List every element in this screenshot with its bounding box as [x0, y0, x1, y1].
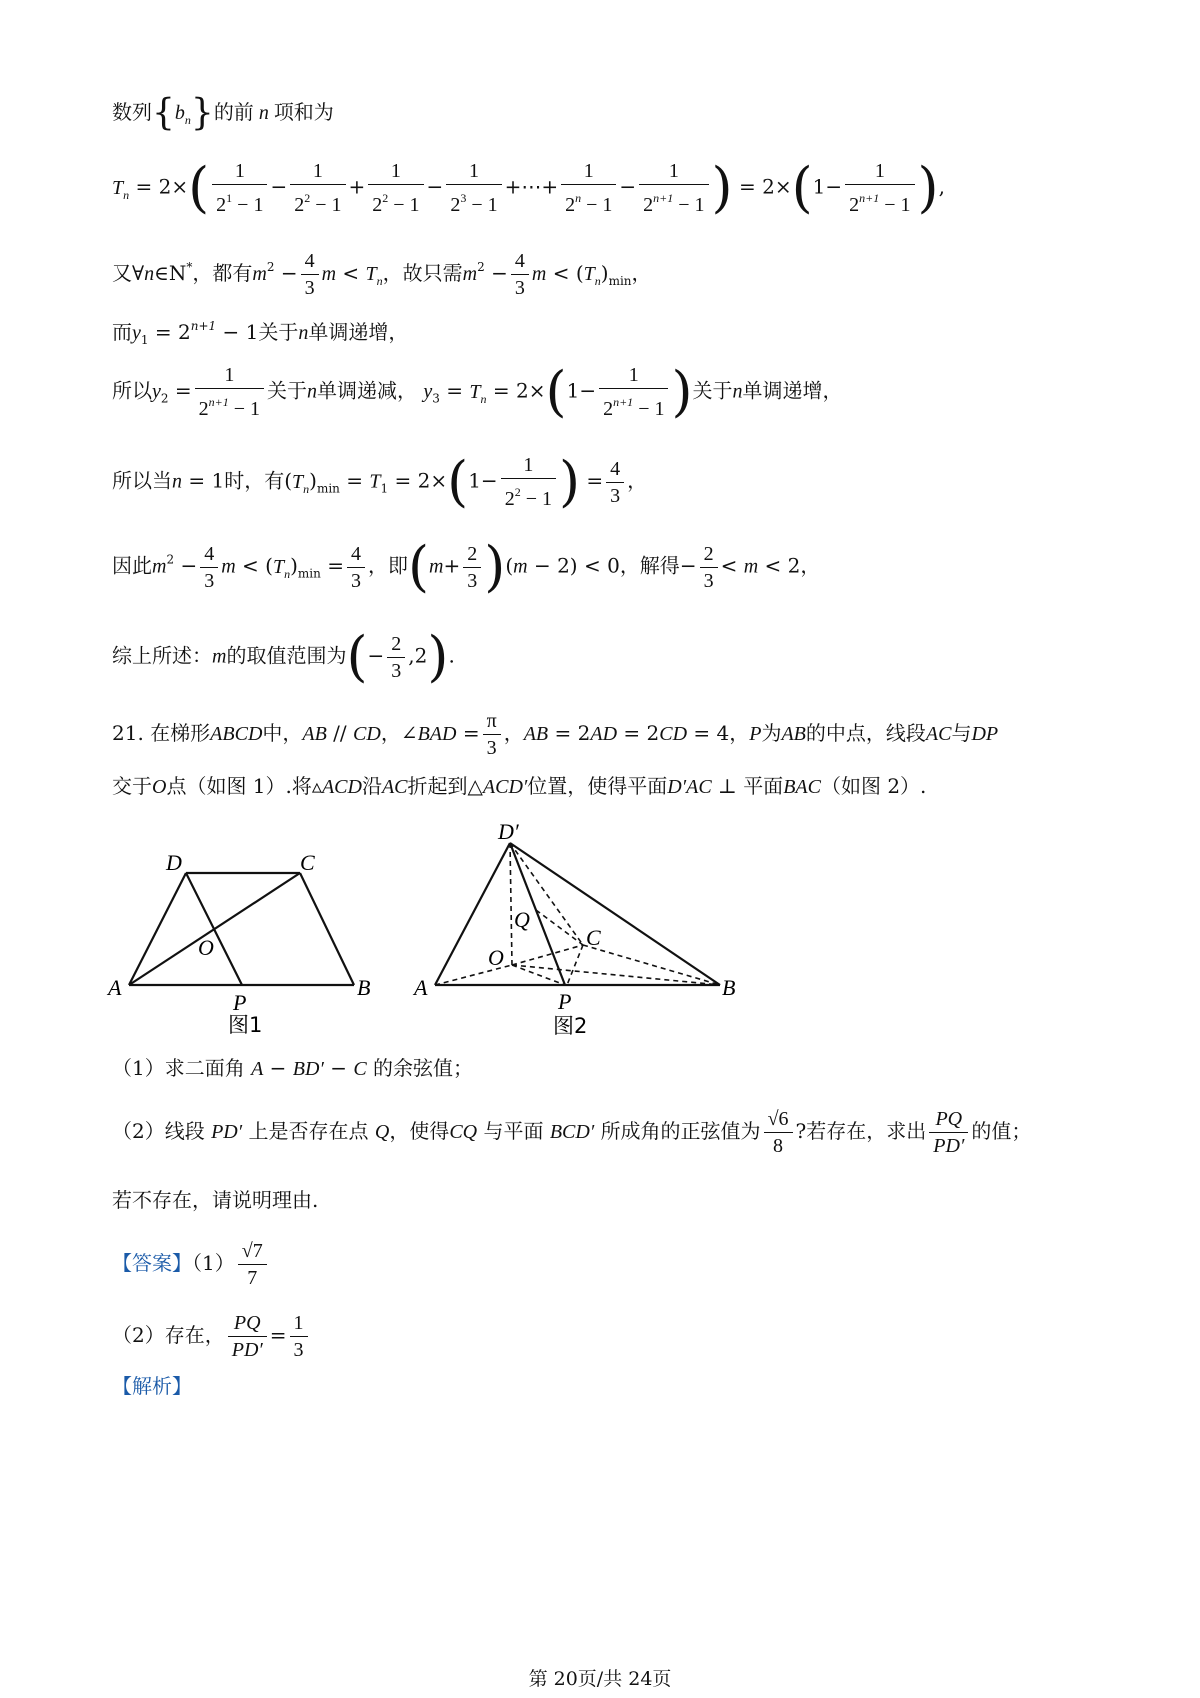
- answer-part-1: 【答案】（1） $\frac{√7}{7}$: [112, 1238, 1120, 1298]
- problem-number: 21.: [112, 721, 144, 745]
- text: ，即: [367, 553, 408, 578]
- text: （1）求二面角: [112, 1056, 245, 1080]
- text: ，: [380, 721, 401, 745]
- text: 与: [951, 721, 972, 745]
- figure-1-trapezoid: [100, 840, 400, 1040]
- question-2: （2）线段 PD′ 上是否存在点 Q，使得CQ 与平面 BCD′ 所成角的正弦值为 $\frac{√6}{8}$ ?若存在，求出 $\frac{PQ}{PD'}$ 的值；: [112, 1108, 1032, 1157]
- label-O: O: [488, 945, 504, 970]
- label-A: A: [108, 975, 122, 1000]
- text: 的中点，线段: [805, 721, 926, 745]
- answer-part-2: （2）存在， $\frac{PQ}{PD'}$ = $\frac{1}{3}$: [112, 1310, 1120, 1370]
- text: 单调递增，: [308, 320, 409, 344]
- monotonic-line: 所以$y_2$ = $\frac{1}{2^{n+1} - 1}$ 关于n单调递减， $y_3 = T_n = 2\times(1-$ $\frac{1}{2^{n+1} - 1}$ )关于n单调递增，: [112, 360, 843, 423]
- text: 因此: [112, 553, 152, 578]
- text: ，: [800, 553, 821, 578]
- text: ，解得: [619, 553, 680, 578]
- text: （1）: [192, 1251, 235, 1275]
- text: 数列: [112, 100, 152, 124]
- text: 位置，使得平面: [527, 774, 668, 798]
- text: 的值；: [971, 1119, 1032, 1143]
- label-D: D: [166, 850, 182, 875]
- text: 关于: [267, 378, 308, 403]
- label-P: P: [233, 990, 247, 1015]
- figure-2-caption: 图2: [553, 1014, 588, 1038]
- text: 的取值范围为: [226, 643, 347, 668]
- label-D-prime: D′: [498, 819, 519, 844]
- condition-line: 又∀n∈N*，都有$m^2$ − $\frac{4}{3}$ $m < T_n$，故只需$m^2$ − $\frac{4}{3}$ $m < (T_n)_{min}$，: [112, 250, 652, 299]
- text: 折起到: [407, 774, 468, 798]
- op-dashed-line: [512, 965, 565, 985]
- problem-statement-2: 交于O点（如图 1）.将▵ACD沿AC折起到△ACD′位置，使得平面D′AC ⊥ 平面BAC（如图 2）.: [112, 774, 927, 798]
- answer-tag: 【答案】: [112, 1251, 192, 1275]
- text: （如图 2）.: [820, 774, 927, 798]
- text: ，: [503, 721, 524, 745]
- text: ?若存在，求出: [795, 1119, 927, 1143]
- text: 的前: [213, 100, 254, 124]
- text: 沿: [361, 774, 382, 798]
- question-1: （1）求二面角 A − BD′ − C 的余弦值；: [112, 1056, 474, 1080]
- text: 点（如图 1）.将: [166, 774, 312, 798]
- text: ，: [627, 468, 648, 493]
- label-B: B: [722, 975, 736, 1000]
- text: 为: [761, 721, 782, 745]
- label-O: O: [198, 935, 214, 960]
- sum-title-line: 数列$\{b_n\}$的前 n 项和为: [112, 92, 334, 134]
- label-P: P: [558, 989, 572, 1014]
- text: .: [448, 643, 455, 668]
- solid-lines: [435, 843, 720, 985]
- question-2-cont: [112, 1186, 1120, 1214]
- label-C: C: [300, 850, 315, 875]
- text: ，使得: [389, 1119, 450, 1143]
- text: 交于: [112, 774, 152, 798]
- min-line: 所以当n = 1时，有$(T_n)_{min} = T_1 = 2\times(1-$ $\frac{1}{2^2 - 1}$ ) = $\frac{4}{3}$ ，: [112, 450, 648, 513]
- text: 的余弦值；: [373, 1056, 474, 1080]
- label-B: B: [357, 975, 371, 1000]
- text: 所以: [112, 378, 152, 403]
- text: 项和为: [273, 100, 334, 124]
- y1-line: 而$y_1 = 2^{n+1} - 1$关于n单调递增，: [112, 319, 409, 347]
- solve-line: 因此$m^2$ − $\frac{4}{3}$ $m < (T_n)_{min}$ = $\frac{4}{3}$ ，即(m+ $\frac{2}{3}$ )(m − 2) < 0，解得− $\frac{2}{3}$ < m < 2，: [112, 535, 821, 598]
- text: 与平面: [483, 1119, 544, 1143]
- text: 若不存在，请说明理由.: [112, 1188, 319, 1212]
- figure-1-caption: 图1: [228, 1013, 263, 1037]
- text: 单调递增，: [742, 378, 843, 403]
- text: 所以当: [112, 468, 172, 493]
- problem-statement-1: 21. 在梯形ABCD中，AB // CD，∠BAD = $\frac{\pi}{3}$ ，AB = 2AD = 2CD = 4，P为AB的中点，线段AC与DP: [112, 710, 999, 759]
- conclusion-line: 综上所述：m的取值范围为(− $\frac{2}{3}$ ,2).: [112, 625, 455, 688]
- text: 关于: [258, 320, 299, 344]
- tn-formula: $T_n = 2\times$( $\frac{1}{2^1 - 1}$ − $\frac{1}{2^2 - 1}$ + $\frac{1}{2^2 - 1}$ − $\frac{1}{2^3 - 1}$ +⋯+ $\frac{1}{2^n - 1}$ − $\frac{1}{2^{n+1} - 1}$ ) = 2×(1− $\frac{1}{2^{n+1} - 1}$ ),: [112, 156, 945, 219]
- text: （2）线段: [112, 1119, 205, 1143]
- trapezoid-lines: [129, 873, 354, 985]
- analysis-tag: 【解析】: [112, 1374, 192, 1398]
- text: 综上所述：: [112, 643, 212, 668]
- text: 关于: [692, 378, 733, 403]
- text: ，: [631, 261, 652, 285]
- text: 单调递减，: [317, 378, 418, 403]
- text: ，都有: [192, 261, 253, 285]
- text: 所成角的正弦值为: [600, 1119, 761, 1143]
- analysis-line: [112, 1372, 1120, 1400]
- text: （2）存在，: [112, 1323, 225, 1347]
- text: 时，有: [224, 468, 285, 493]
- label-Q: Q: [514, 907, 530, 932]
- text: ，: [729, 721, 750, 745]
- text: ，故只需: [382, 261, 463, 285]
- dashed-lines: [435, 843, 720, 985]
- figure-2-folded: [410, 815, 750, 1045]
- page-footer: 第 20页/共 24页: [528, 1668, 672, 1690]
- label-C: C: [586, 925, 601, 950]
- text: 而: [112, 320, 132, 344]
- text: 在梯形: [150, 721, 211, 745]
- label-A: A: [414, 975, 428, 1000]
- text: 中，: [262, 721, 303, 745]
- text: 平面: [743, 774, 784, 798]
- text: 又: [112, 261, 132, 285]
- text: 上是否存在点: [248, 1119, 369, 1143]
